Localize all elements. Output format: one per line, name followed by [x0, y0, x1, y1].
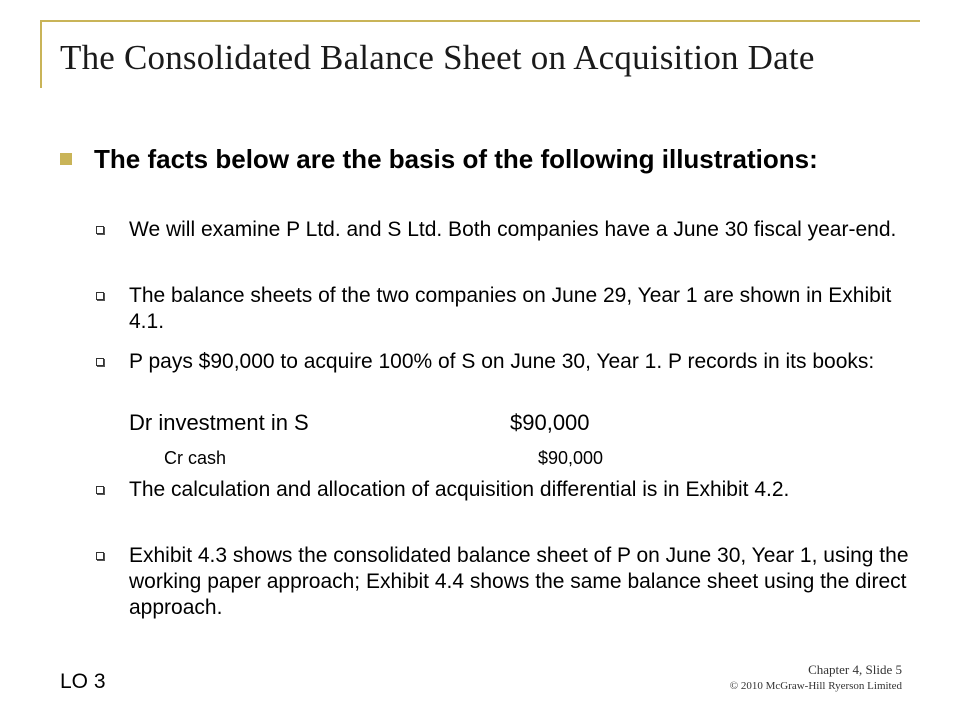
sub-bullet-item: [96, 477, 916, 503]
main-bullet-text: The facts below are the basis of the following illustrations:: [94, 144, 818, 174]
slide-reference: Chapter 4, Slide 5: [808, 662, 902, 677]
journal-credit-account: Cr cash: [164, 448, 227, 468]
slide-footer: [730, 662, 902, 694]
sub-bullet-text: P pays $90,000 to acquire 100% of S on June 30, Year 1. P records in its books:: [129, 350, 875, 373]
main-bullet-item: [60, 143, 880, 175]
title-frame-top-rule: [40, 20, 920, 22]
journal-credit-amount: $90,000: [538, 448, 604, 468]
sub-bullet-item: [96, 349, 916, 375]
hollow-square-bullet-icon: [96, 292, 104, 300]
hollow-square-bullet-icon: [96, 226, 104, 234]
learning-objective-label: LO 3: [60, 670, 106, 693]
sub-bullet-item: [96, 283, 916, 335]
journal-debit-account: Dr investment in S: [129, 410, 309, 435]
sub-bullet-item: [96, 543, 916, 621]
hollow-square-bullet-icon: [96, 358, 104, 366]
sub-bullet-text: We will examine P Ltd. and S Ltd. Both companies have a June 30 fiscal year-end.: [129, 218, 897, 241]
sub-bullet-text: The balance sheets of the two companies on June 29, Year 1 are shown in Exhibit 4.1.: [129, 284, 892, 333]
sub-bullet-text: Exhibit 4.3 shows the consolidated balance sheet of P on June 30, Year 1, using the working paper approach; Exhibit 4.4 shows the same balance sheet using the direct approach.: [129, 544, 909, 619]
hollow-square-bullet-icon: [96, 486, 104, 494]
sub-bullet-item: [96, 217, 916, 243]
square-bullet-icon: [60, 153, 72, 165]
sub-bullet-text: The calculation and allocation of acquisition differential is in Exhibit 4.2.: [129, 478, 790, 501]
slide-title: The Consolidated Balance Sheet on Acquisition Date: [60, 38, 815, 77]
title-frame-left-rule: [40, 20, 42, 88]
copyright-notice: © 2010 McGraw-Hill Ryerson Limited: [729, 680, 902, 692]
journal-debit-amount: $90,000: [510, 410, 590, 435]
hollow-square-bullet-icon: [96, 552, 104, 560]
